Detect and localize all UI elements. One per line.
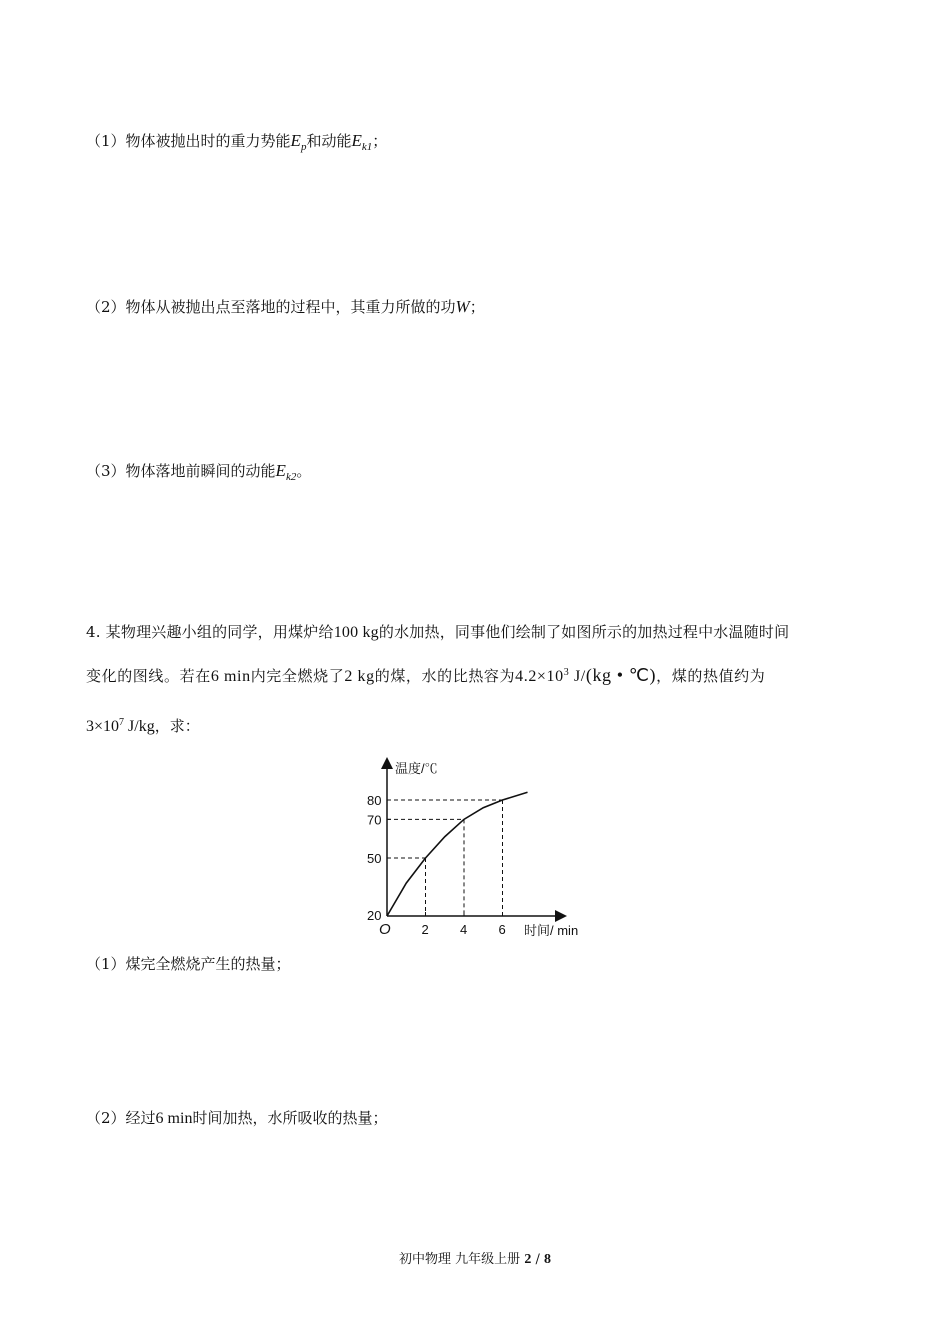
q3-part2: （2）物体从被抛出点至落地的过程中，其重力所做的功W； xyxy=(86,297,485,316)
page-total: 8 xyxy=(543,1252,551,1267)
x-axis-label: 时间/ min xyxy=(524,923,579,938)
y-tick-label-50: 50 xyxy=(367,851,382,866)
q4-line2: 变化的图线。若在6 min内完全燃烧了2 kg的煤，水的比热容为$4.2\times 10^3$ J/(kg • ℃)，煤的热值约为 xyxy=(86,665,766,685)
q3-part3: （3）物体落地前瞬间的动能$E_{k2}$。 xyxy=(86,461,312,483)
x-tick-label-4: 4 xyxy=(460,922,468,937)
q4-line3: $3\times 10^7$ J/kg，求： xyxy=(86,717,200,735)
page-number: 2 xyxy=(524,1252,532,1267)
y-tick-label-80: 80 xyxy=(367,793,382,808)
temperature-curve xyxy=(387,792,528,916)
guide-lines xyxy=(387,800,503,916)
q4-sub2: （2）经过6 min时间加热，水所吸收的热量； xyxy=(86,1109,388,1127)
q4-sub1: （1）煤完全燃烧产生的热量； xyxy=(86,955,291,973)
y-tick-label-70: 70 xyxy=(367,812,382,828)
x-tick-label-2: 2 xyxy=(421,922,429,937)
y-axis-label: 温度/℃ xyxy=(395,761,438,776)
temperature-time-chart xyxy=(352,752,602,944)
q4-line1: 4. 某物理兴趣小组的同学，用煤炉给100 kg的水加热，同事他们绘制了如图所示的加热过程中水温随时间 xyxy=(86,623,790,641)
q3-part1: （1）物体被抛出时的重力势能$E_p$和动能$E_{k1}$； xyxy=(86,131,388,153)
y-tick-label-20: 20 xyxy=(367,908,382,923)
x-tick-label-6: 6 xyxy=(498,922,506,937)
page-footer: 初中物理 九年级上册 2 / 8 xyxy=(399,1252,551,1267)
origin-label: O xyxy=(379,921,391,938)
